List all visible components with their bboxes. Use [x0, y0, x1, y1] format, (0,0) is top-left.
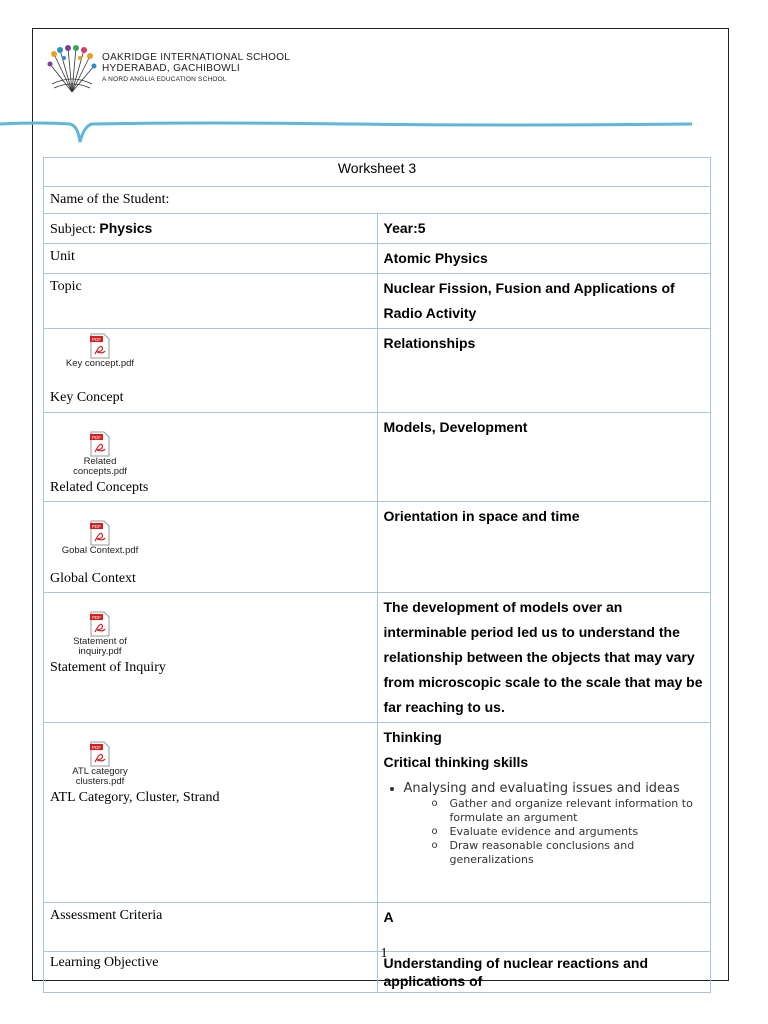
atl-strand-list: [384, 781, 705, 867]
atl-indicator: o Evaluate evidence and arguments: [432, 825, 705, 839]
global-context-value: Orientation in space and time: [377, 502, 711, 593]
atl-cluster: Critical thinking skills: [383, 754, 529, 770]
pdf-file-icon: [89, 520, 111, 546]
statement-of-inquiry-value: The development of models over an interminable period led us to understand the relationship between the objects that may vary from microscopic scale to the scale that may be far reaching to us.: [377, 593, 711, 723]
atl-category: Thinking: [383, 729, 442, 745]
pdf-file-icon: [89, 611, 111, 637]
table-row-student: [44, 187, 711, 214]
key-concept-label: Key Concept: [50, 390, 124, 405]
key-concept-attachment-name: Key concept.pdf: [65, 358, 135, 369]
svg-text:PDF: PDF: [92, 745, 101, 750]
related-concepts-attachment-name-2: concepts.pdf: [73, 466, 127, 477]
table-row-title: [44, 158, 711, 187]
key-concept-cell: [44, 329, 378, 413]
statement-of-inquiry-cell: [44, 593, 378, 723]
atl-label: ATL Category, Cluster, Strand: [50, 790, 220, 805]
table-row-subject: [44, 214, 711, 244]
assessment-criteria-value: A: [377, 903, 711, 952]
related-concepts-value: Models, Development: [377, 413, 711, 502]
svg-text:PDF: PDF: [92, 615, 101, 620]
global-context-cell: [44, 502, 378, 593]
table-row-unit: [44, 244, 711, 274]
table-row-statement-of-inquiry: [44, 593, 711, 723]
worksheet-table: [43, 157, 711, 993]
related-concepts-attachment-name-1: Related: [83, 456, 117, 467]
svg-text:PDF: PDF: [92, 524, 101, 529]
atl-strand: [404, 781, 705, 867]
table-row-atl: [44, 723, 711, 903]
related-concepts-attachment[interactable]: [50, 431, 150, 477]
learning-objective-label: Learning Objective: [44, 952, 378, 993]
page-number: 1: [380, 946, 388, 961]
school-logo: [46, 44, 306, 100]
atl-strand-text: Analysing and evaluating issues and ideas: [403, 781, 680, 796]
school-name-line1: OAKRIDGE INTERNATIONAL SCHOOL: [102, 52, 291, 63]
subject-cell: [44, 214, 378, 244]
statement-of-inquiry-attachment-name-2: inquiry.pdf: [78, 646, 122, 657]
pdf-file-icon: [89, 431, 111, 457]
table-row-related-concepts: [44, 413, 711, 502]
pdf-file-icon: [89, 741, 111, 767]
table-row-global-context: [44, 502, 711, 593]
table-row-assessment: [44, 903, 711, 952]
school-tagline: A NORD ANGLIA EDUCATION SCHOOL: [102, 76, 227, 83]
atl-attachment-name-1: ATL category: [72, 766, 128, 777]
pdf-file-icon: [89, 333, 111, 359]
table-row-key-concept: [44, 329, 711, 413]
learning-objective-value: Understanding of nuclear reactions and applications of: [377, 952, 711, 993]
subject-value: Physics: [99, 220, 153, 236]
school-emblem-icon: [46, 44, 98, 96]
assessment-criteria-label: Assessment Criteria: [44, 903, 378, 952]
global-context-attachment[interactable]: [50, 520, 150, 556]
unit-value: Atomic Physics: [377, 244, 711, 274]
student-name-label: Name of the Student:: [44, 187, 711, 214]
atl-indicator: o Draw reasonable conclusions and generalizations: [432, 839, 705, 867]
atl-indicator-list: [404, 797, 705, 867]
worksheet-title: Worksheet 3: [44, 158, 711, 187]
table-row-topic: [44, 274, 711, 329]
global-context-attachment-name: Gobal Context.pdf: [61, 545, 139, 556]
statement-of-inquiry-attachment[interactable]: [50, 611, 150, 657]
key-concept-attachment[interactable]: [50, 333, 150, 369]
header-wave-divider: [0, 112, 700, 152]
atl-value-cell: [377, 723, 711, 903]
svg-text:PDF: PDF: [92, 435, 101, 440]
topic-value: Nuclear Fission, Fusion and Applications of Radio Activity: [377, 274, 711, 329]
atl-attachment[interactable]: [50, 741, 150, 787]
statement-of-inquiry-attachment-name-1: Statement of: [73, 636, 127, 647]
related-concepts-cell: [44, 413, 378, 502]
global-context-label: Global Context: [50, 571, 136, 586]
atl-indicator: o Gather and organize relevant information to formulate an argument: [432, 797, 705, 825]
topic-label: Topic: [44, 274, 378, 329]
atl-attachment-name-2: clusters.pdf: [75, 776, 125, 787]
year-value: Year:5: [377, 214, 711, 244]
subject-label: Subject:: [50, 222, 96, 237]
key-concept-value: Relationships: [377, 329, 711, 413]
unit-label: Unit: [44, 244, 378, 274]
statement-of-inquiry-label: Statement of Inquiry: [50, 660, 166, 675]
svg-text:PDF: PDF: [92, 337, 101, 342]
atl-cell: [44, 723, 378, 903]
school-name-line2: HYDERABAD, GACHIBOWLI: [102, 63, 240, 74]
related-concepts-label: Related Concepts: [50, 480, 149, 495]
